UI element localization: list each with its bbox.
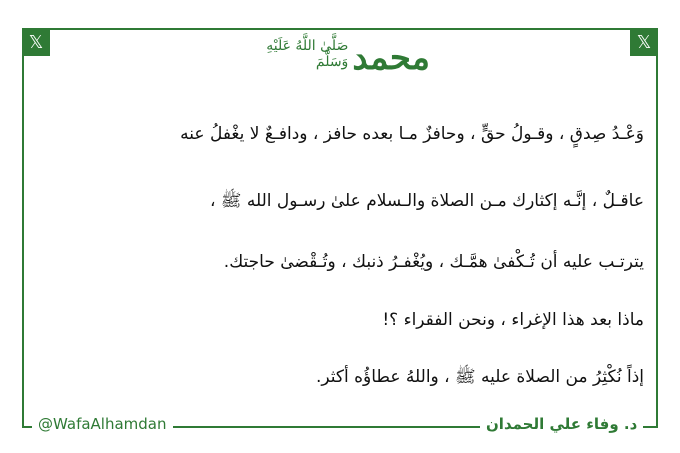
x-logo-glyph-right: 𝕏: [636, 31, 652, 53]
twitter-handle[interactable]: @WafaAlhamdan: [32, 412, 173, 436]
muhammad-calligraphy: [260, 26, 430, 90]
calligraphy-sub: صَلَّىٰ اللَّهُ عَلَيْهِ وَسَلَّمَ: [266, 38, 349, 70]
x-logo-icon: [630, 28, 658, 56]
author-name: د. وفاء علي الحمدان: [480, 412, 643, 436]
x-logo-icon: [22, 28, 50, 56]
quote-line-5: إذاً نُكْثِرُ من الصلاة عليه ﷺ ، واللهُ عطاؤُه أكثر.: [315, 367, 644, 387]
quote-line-4: ماذا بعد هذا الإغراء ، ونحن الفقراء ؟!: [382, 310, 644, 330]
x-logo-glyph-left: 𝕏: [28, 31, 44, 53]
quote-line-2: عاقـلٌ ، إنَّـه إكثارك مـن الصلاة والـسلام علىٰ رسـول الله ﷺ ،: [210, 191, 644, 211]
calligraphy-main: محمد: [352, 38, 430, 78]
quote-line-1: وَعْـدُ صِدقٍ ، وقـولُ حقٍّ ، وحافزٌ مـا بعده حافز ، ودافـعٌ لا يغْفلُ عنه: [180, 124, 644, 144]
quote-line-3: يترتـب عليه أن تُـكْفىٰ همَّـك ، ويُغْفـرُ ذنبك ، وتُـقْضىٰ حاجتك.: [223, 252, 644, 272]
